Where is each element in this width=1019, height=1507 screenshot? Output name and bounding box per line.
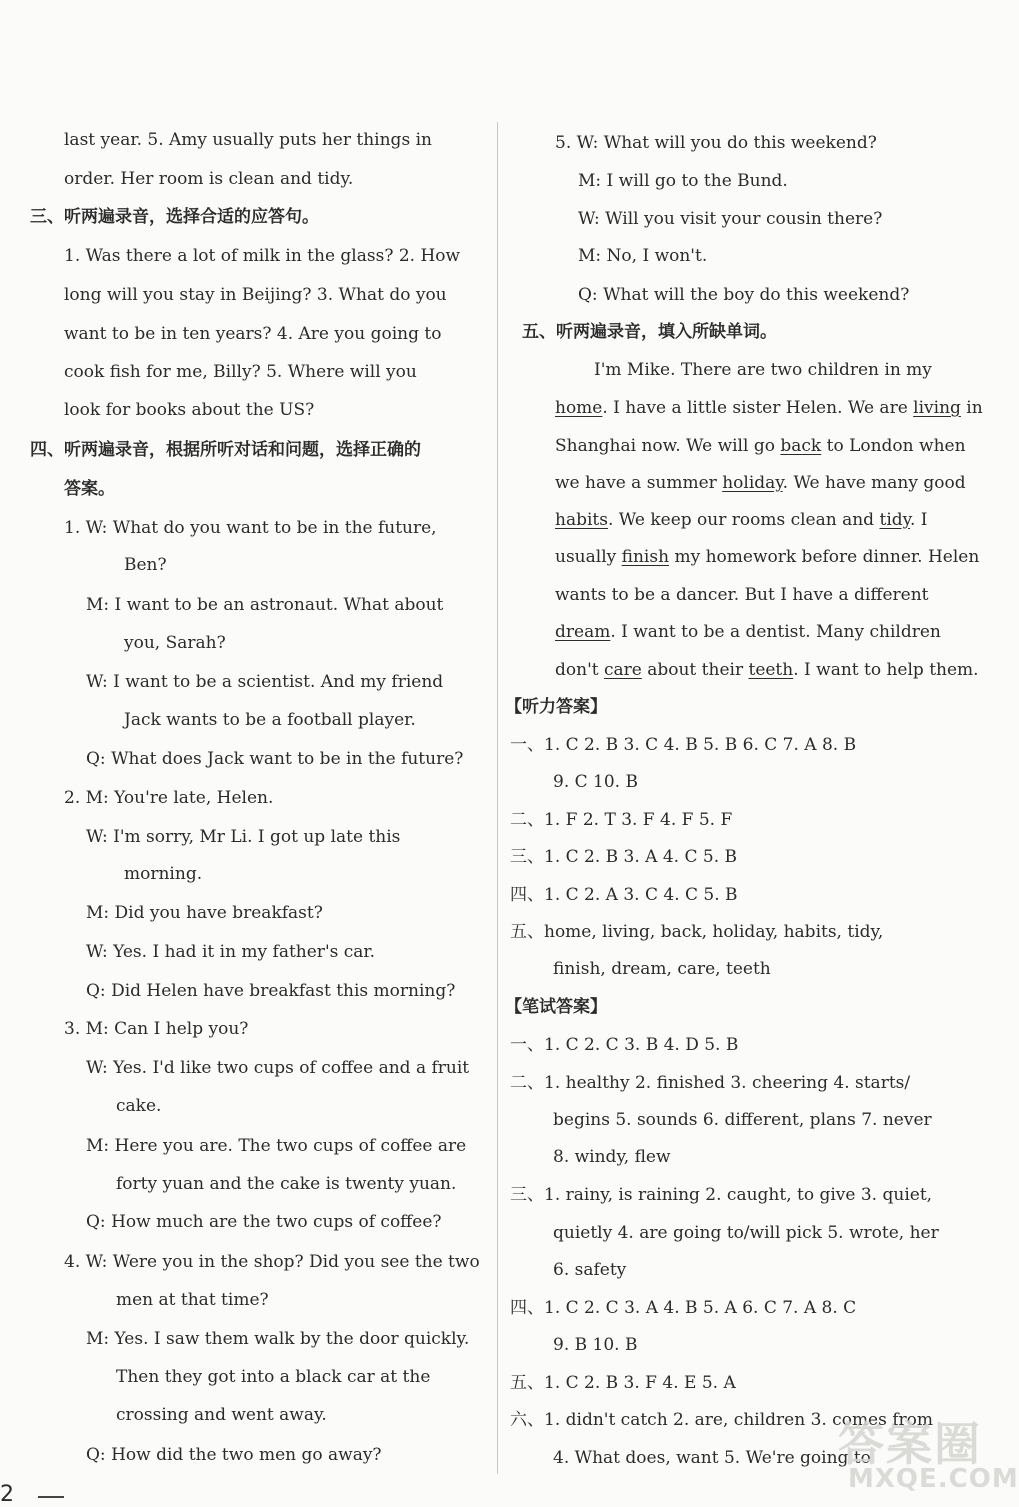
text-line: Ben? [124,555,167,575]
watermark-url: MXQE.COM [848,1464,1019,1494]
text-line: 9. B 10. B [553,1335,638,1355]
text-line [555,508,928,532]
text-line: want to be in ten years? 4. Are you going to [64,324,442,344]
text-line: wants to be a dancer. But I have a different [555,585,929,605]
text-segment: to London when [821,436,966,456]
text-line: 一、1. C 2. B 3. C 4. B 5. B 6. C 7. A 8. B [510,735,857,755]
text-line: M: Yes. I saw them walk by the door quickly. [86,1329,470,1349]
text-line [555,658,979,682]
text-line: W: Yes. I'd like two cups of coffee and a fruit [86,1058,470,1078]
text-line: W: Yes. I had it in my father's car. [86,942,376,962]
text-line: 1. Was there a lot of milk in the glass? 2. How [64,246,461,266]
text-line: Q: Did Helen have breakfast this morning? [86,981,456,1001]
text-segment: . I want to help them. [793,660,979,680]
text-segment: . We have many good [782,473,966,493]
filled-answer-word: finish [621,547,670,567]
text-segment: about their [641,660,749,680]
text-line: 4. W: Were you in the shop? Did you see the two [64,1252,480,1272]
text-segment: in [960,398,983,418]
text-line: morning. [124,864,203,884]
text-line: 三、1. rainy, is raining 2. caught, to give 3. quiet, [510,1185,933,1205]
text-line: 4. What does, want 5. We're going to [553,1448,871,1468]
text-line: W: Will you visit your cousin there? [578,209,883,229]
text-line: 9. C 10. B [553,772,638,792]
filled-answer-word: teeth [748,660,794,680]
text-line: W: I'm sorry, Mr Li. I got up late this [86,827,401,847]
section-heading: 【笔试答案】 [505,997,607,1017]
text-line: 6. safety [553,1260,627,1280]
text-line: cake. [116,1096,162,1116]
filled-answer-word: living [913,398,961,418]
text-line [555,620,941,644]
text-segment: my homework before dinner. Helen [669,547,980,567]
text-line [555,471,966,495]
text-line: Then they got into a black car at the [116,1367,431,1387]
text-line: cook fish for me, Billy? 5. Where will you [64,362,417,382]
text-line: look for books about the US? [64,400,315,420]
text-line: order. Her room is clean and tidy. [64,169,354,189]
text-line: 一、1. C 2. C 3. B 4. D 5. B [510,1035,739,1055]
text-line: men at that time? [116,1290,269,1310]
page-number: 2 [0,1482,14,1507]
text-line: Q: What will the boy do this weekend? [578,285,910,305]
text-segment: usually [555,547,622,567]
text-line [555,396,983,420]
footer-rule [38,1496,64,1498]
text-line: I'm Mike. There are two children in my [594,360,932,380]
text-line: finish, dream, care, teeth [553,959,771,979]
text-line: 3. M: Can I help you? [64,1019,249,1039]
text-line: Q: How much are the two cups of coffee? [86,1212,442,1232]
text-line: M: Here you are. The two cups of coffee are [86,1136,467,1156]
text-line: you, Sarah? [124,633,226,653]
text-line: Q: How did the two men go away? [86,1445,382,1465]
text-segment: . I have a little sister Helen. We are [602,398,914,418]
filled-answer-word: dream [555,622,611,642]
text-line: 四、1. C 2. A 3. C 4. C 5. B [510,885,738,905]
text-line: Q: What does Jack want to be in the future? [86,749,464,769]
text-line: M: No, I won't. [578,246,708,266]
text-line: 五、1. C 2. B 3. F 4. E 5. A [510,1373,736,1393]
filled-answer-word: habits [555,510,608,530]
text-line: long will you stay in Beijing? 3. What do you [64,285,447,305]
text-line: M: Did you have breakfast? [86,903,323,923]
filled-answer-word: tidy [879,510,910,530]
text-line: 四、1. C 2. C 3. A 4. B 5. A 6. C 7. A 8. C [510,1298,857,1318]
text-segment: we have a summer [555,473,723,493]
text-line: 8. windy, flew [553,1147,671,1167]
text-line: 六、1. didn't catch 2. are, children 3. comes from [510,1410,934,1430]
section-heading: 五、听两遍录音，填入所缺单词。 [522,322,777,342]
text-line: M: I will go to the Bund. [578,171,788,191]
text-line: M: I want to be an astronaut. What about [86,595,444,615]
text-segment: don't [555,660,604,680]
text-line: W: I want to be a scientist. And my friend [86,672,444,692]
filled-answer-word: back [780,436,822,456]
text-line: 2. M: You're late, Helen. [64,788,274,808]
text-segment: . I want to be a dentist. Many children [610,622,941,642]
filled-answer-word: home [555,398,603,418]
text-line: 三、1. C 2. B 3. A 4. C 5. B [510,847,738,867]
text-segment: Shanghai now. We will go [555,436,781,456]
text-line: last year. 5. Amy usually puts her things in [64,130,432,150]
section-heading: 三、听两遍录音，选择合适的应答句。 [30,207,319,227]
text-line: begins 5. sounds 6. different, plans 7. never [553,1110,932,1130]
text-line: 二、1. healthy 2. finished 3. cheering 4. starts/ [510,1073,911,1093]
section-heading: 答案。 [64,479,115,499]
text-line: crossing and went away. [116,1405,327,1425]
text-line [555,545,979,569]
text-line: quietly 4. are going to/will pick 5. wrote, her [553,1223,939,1243]
text-line: 二、1. F 2. T 3. F 4. F 5. F [510,810,733,830]
text-line: 1. W: What do you want to be in the future, [64,518,437,538]
text-line: 5. W: What will you do this weekend? [555,133,877,153]
text-segment: . I [909,510,928,530]
column-divider [497,122,498,1474]
text-line: Jack wants to be a football player. [124,710,416,730]
watermark-logo-text: 答案圈 [838,1417,982,1471]
watermark [838,1408,1019,1500]
filled-answer-word: care [603,660,642,680]
filled-answer-word: holiday [722,473,783,493]
text-line: 五、home, living, back, holiday, habits, tidy, [510,922,884,942]
section-heading: 四、听两遍录音，根据所听对话和问题，选择正确的 [30,440,421,460]
text-line [555,434,966,458]
text-line: forty yuan and the cake is twenty yuan. [116,1174,457,1194]
text-segment: . We keep our rooms clean and [607,510,880,530]
section-heading: 【听力答案】 [505,697,607,717]
